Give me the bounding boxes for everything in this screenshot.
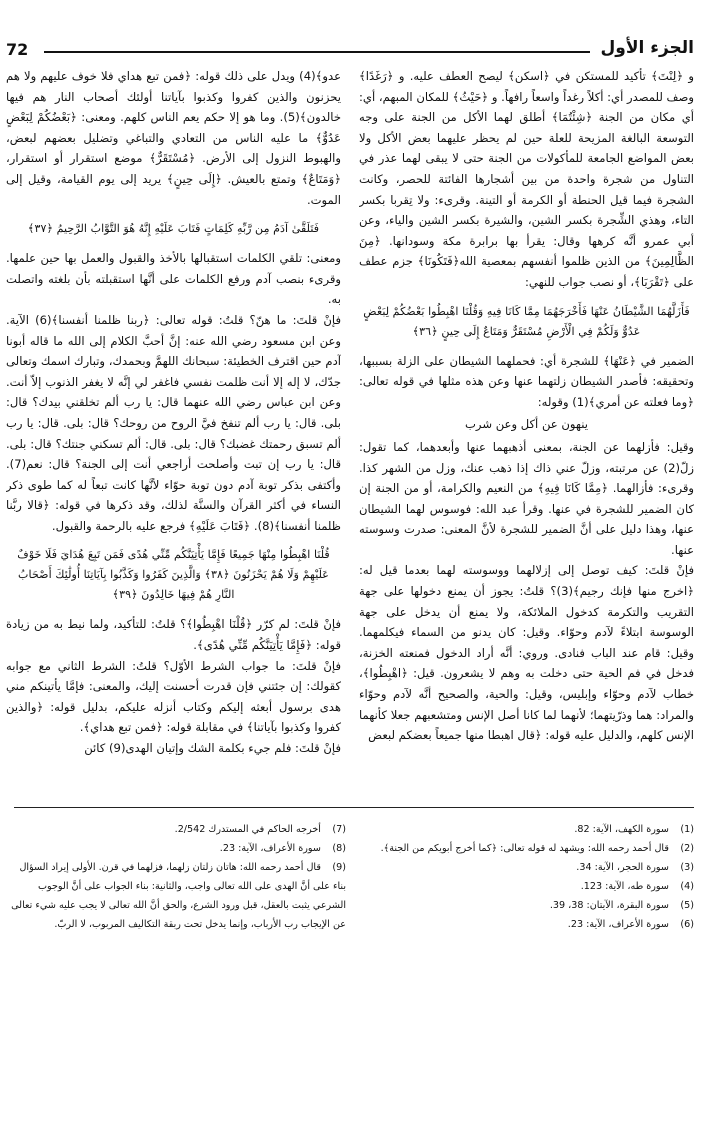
footnote bbox=[364, 877, 694, 896]
footnote-number: (4) bbox=[680, 881, 694, 892]
paragraph: فإنْ قلتَ: لم كرّر ﴿قُلْنَا اهْبِطُوا﴾؟ قلتُ: للتأكيد، ولما نيط به من زيادة قوله: ﴿فَإِمَّا يَأْتِيَنَّكُم مِّنِّي هُدًى﴾. bbox=[6, 617, 341, 653]
left-column bbox=[6, 66, 341, 791]
footnote-number: (7) bbox=[332, 824, 346, 835]
footnote-number: (9) bbox=[332, 862, 346, 873]
paragraph: فإنْ قلتَ: كيف توصل إلى إزلالهما ووسوسته لهما بعدما قيل له: ﴿اخرج منها فإنك رجيم﴾(3)؟ قلتُ: يجوز أن يمنع دخولها على جهة التقريب والتكرمة كدخول الملائكة، ولا يمنع أن يدخل على جهة الوسوسة ابتلاءً لآدم وحوّاء. وقيل: كان يدنو من السماء فيكلمهما. وقيل: قام عند الباب فنادى. وروي: أنَّه أراد الدخول فمنعته الخزنة، فدخل في فم الحية حتى دخلت به وهم لا يشعرون. قيل: ﴿اهْبِطُوا﴾، خطاب لآدم وحوّاء وإبليس، وقيل: والحية، والصحيح أنَّه لآدم وحوّاء والمراد: هما وذرّيتهما؛ لأنهما لما كانا أصل الإنس ومتشعبهم جعلا كأنهما الإنس كلهم، والدليل عليه قوله: ﴿قال اهبطا منها جميعاً بعضكم لبعض bbox=[359, 563, 694, 743]
paragraph: و ﴿لِنْتَ﴾ تأكيد للمستكن في ﴿اسكن﴾ ليصح العطف عليه. و ﴿رَغَدًا﴾ وصف للمصدر أي: أكلاً رغداً واسعاً رافهاً. و ﴿حَيْثُ﴾ للمكان المبهم، أي: أي مكان من الجنة ﴿شِئْتُمَا﴾ أطلق لهما الأكل من الجنة على وجه التوسعة البالغة المزيحة للعلة حين لم يحظر عليهما بعض الأكل ولا بعض المواضع الجامعة للمأكولات من الجنة حتى لا يبقى لهما عذر في التناول من شجرة واحدة من بين أشجارها الفائتة للحصر، وكانت الشجرة فيما قيل الحنطة أو الكرمة أو التينة. وقرىء: ولا تِقربا بكسر التاء، وهذي الشِّجرة بكسر الشين، والشيرة بكسر الشين والياء، وعن أبي عمرو أنَّه كرهها وقال: يقرأ بها برابرة مكة وسودانها. ﴿مِنَ الظَّالِمِينَ﴾ من الذين ظلموا أنفسهم بمعصية الله﴿فَتَكُونَا﴾ جزم عطف على ﴿تَقْرَبَا﴾، أو نصب جواب للنهي: bbox=[359, 69, 694, 289]
footnote-number: (5) bbox=[680, 900, 694, 911]
footnote-text: قال أحمد رحمه الله: هاتان زلتان زلهما، فزلهما في قرن. الأولى إيراد السؤال بناء على أنَّ الهدى على الله تعالى واجب، والثانية: بناء الجواب على أنَّ الوجوب الشرعي يثبت بالعقل، قبل ورود الشرع، والحق أنَّ الله تعالى لا يجب عليه شيء تعالى عن الإيجاب رب الأرباب، وإنما يدخل تحت ربقة التكاليف المربوب، لا الربّ. bbox=[11, 862, 346, 930]
footnote-text: سورة الأعراف، الآية: 23. bbox=[567, 919, 669, 930]
header-rule bbox=[44, 51, 590, 53]
footnotes-left bbox=[6, 820, 346, 934]
footnote-text: أخرجه الحاكم في المستدرك 2/542. bbox=[174, 824, 321, 835]
footnote-text: قال أحمد رحمه الله: ويشهد له قوله تعالى: ﴿كما أخرج أبويكم من الجنة﴾. bbox=[380, 843, 669, 854]
footnote-separator bbox=[14, 807, 694, 808]
quran-verse: فَتَلَقَّىٰ آدَمُ مِن رَّبِّهِ كَلِمَاتٍ فَتَابَ عَلَيْهِ إِنَّهُ هُوَ التَّوَّابُ الرَّحِيمُ ﴿٣٧﴾ bbox=[27, 222, 320, 236]
footnote-text: سورة الأعراف، الآية: 23. bbox=[219, 843, 321, 854]
footnote-number: (6) bbox=[680, 919, 694, 930]
footnote-number: (2) bbox=[680, 843, 694, 854]
footnote-text: سورة الحجر، الآية: 34. bbox=[576, 862, 669, 873]
paragraph: ومعنى: تلقي الكلمات استقبالها بالأخذ والقبول والعمل بها حين علمها. وقرىء بنصب آدم ورفع الكلمات على أنَّها استقبلته بأن بلغته واتصلت به. bbox=[6, 251, 341, 307]
paragraph: فإنْ قلتَ: ما هنّ؟ قلتُ: قوله تعالى: ﴿ربنا ظلمنا أنفسنا﴾(6) الآية. وعن ابن مسعود رضي الله عنه: إنَّ أحبَّ الكلام إلى الله ما قاله أبونا آدم حين اقترف الخطيئة: سبحانك اللهمَّ وبحمدك، وتبارك اسمك وتعالى جدّك، لا إله إلا أنت ظلمت نفسي فاغفر لي إنَّه لا يغفر الذنوب إلاّ أنت. وعن ابن عباس رضي الله عنهما قال: يا رب ألم تخلقني بيدك؟ قال: بلى. قال: يا رب ألم تنفخ فيَّ الروح من روحك؟ قال: بلى. قال: يا رب ألم تسبق رحمتك غضبك؟ قال: بلى. قال: ألم تسكني جنتك؟ قال: بلى. قال: يا رب إن تبت وأصلحت أراجعي أنت إلى الجنة؟ قال: نعم(7). وأكتفى بذكر توبة آدم دون توبة حوّاء لأنَّها كانت تبعاً له كما طوى ذكر النساء في أكثر القرآن والسنَّة لذلك، وقد ذكرها في قوله: ﴿قالا ربَّنا ظلمنا أنفسنا﴾(8). ﴿فَتَابَ عَلَيْهِ﴾ فرجع عليه بالرحمة والقبول. bbox=[6, 312, 341, 533]
right-column bbox=[359, 66, 694, 791]
footnote bbox=[6, 858, 346, 934]
paragraph: وقيل: فأزلهما عن الجنة، بمعنى أذهبهما عنها وأبعدهما، كما تقول: زلّ(2) عن مرتبته، وزلّ عني ذاك إذا ذهب عنك، وزل من الشهر كذا. وقرىء: فأزالهما. ﴿مِمَّا كَانَا فِيهِ﴾ من النعيم والكرامة، أو من الجنة إن كان الضمير للشجرة في عنها. وقرأ عبد الله: فوسوس لهما الشيطان عنها، وهذا دليل على أنَّ الضمير للشجرة لأنَّ المعنى: صدرت وسوسته عنها. bbox=[359, 439, 694, 557]
footnote bbox=[364, 820, 694, 839]
footnote bbox=[364, 896, 694, 915]
paragraph: عدو﴾(4) ويدل على ذلك قوله: ﴿فمن تبع هداي فلا خوف عليهم ولا هم يحزنون والذين كفروا وكذبوا بآياتنا أولئك أصحاب النار هم فيها خالدون﴾(5). وما هو إلا حكم يعم الناس كلهم. ومعنى: ﴿بَعْضُكُمْ لِبَعْضٍ عَدُوٌّ﴾ ما عليه الناس من التعادي والتباغي وتضليل بعضهم لبعض، والهبوط النزول إلى الأرض. ﴿مُسْتَقَرٌّ﴾ موضع استقرار أو استقرار، ﴿وَمَتَاعٌ﴾ وتمتع بالعيش. ﴿إِلَى حِينٍ﴾ يريد إلى يوم القيامة، وقيل إلى الموت. bbox=[6, 69, 341, 207]
footnote bbox=[364, 839, 694, 858]
footnote-number: (1) bbox=[680, 824, 694, 835]
quran-verse: قُلْنَا اهْبِطُوا مِنْهَا جَمِيعًا فَإِمَّا يَأْتِيَنَّكُم مِّنِّي هُدًى فَمَن تَبِعَ هُدَايَ فَلَا خَوْفٌ عَلَيْهِمْ وَلَا هُمْ يَحْزَنُونَ ﴿٣٨﴾ وَالَّذِينَ كَفَرُوا وَكَذَّبُوا بِآيَاتِنَا أُولَٰئِكَ أَصْحَابُ النَّارِ هُمْ فِيهَا خَالِدُونَ ﴿٣٩﴾ bbox=[17, 548, 330, 602]
poetry-line: ينهون عن أكل وعن شرب bbox=[465, 417, 588, 432]
footnote-text: سورة البقرة، الآيتان: 38، 39. bbox=[549, 900, 669, 911]
footnote-number: (3) bbox=[680, 862, 694, 873]
footnote-text: سورة الكهف، الآية: 82. bbox=[574, 824, 669, 835]
running-title: الجزء الأول bbox=[600, 38, 694, 58]
page-header bbox=[0, 38, 708, 62]
paragraph: فإنْ قلتَ: فلم جيء بكلمة الشك وإتيان الهدى(9) كائن bbox=[84, 741, 341, 756]
paragraph: الضمير في ﴿عَنْهَا﴾ للشجرة أي: فحملهما الشيطان على الزلة بسببها، وتحقيقه: فأصدر الشيطان زلتهما عنها وعن هذه مثلها في قوله تعالى: ﴿وما فعلته عن أمري﴾(1) وقوله: bbox=[359, 353, 694, 409]
footnote bbox=[6, 839, 346, 858]
footnote bbox=[6, 820, 346, 839]
footnote bbox=[364, 858, 694, 877]
footnotes-right bbox=[364, 820, 694, 934]
footnote bbox=[364, 915, 694, 934]
page-number: 72 bbox=[6, 40, 29, 59]
quran-verse: فَأَزَلَّهُمَا الشَّيْطَانُ عَنْهَا فَأَخْرَجَهُمَا مِمَّا كَانَا فِيهِ وَقُلْنَا اهْبِطُوا بَعْضُكُمْ لِبَعْضٍ عَدُوٌّ وَلَكُمْ فِي الْأَرْضِ مُسْتَقَرٌّ وَمَتَاعٌ إِلَى حِينٍ ﴿٣٦﴾ bbox=[363, 304, 690, 338]
footnote-text: سورة طه، الآية: 123. bbox=[580, 881, 669, 892]
footnote-number: (8) bbox=[332, 843, 346, 854]
paragraph: فإنْ قلتَ: ما جواب الشرط الأوّل؟ قلتُ: الشرط الثاني مع جوابه كقولك: إن جئتني فإن قدرت أحسنت إليك، والمعنى: فإمَّا يأتينكم مني هدى برسول أبعثه إليكم وكتاب أنزله عليكم، بدليل قوله: ﴿والذين كفروا وكذبوا بآياتنا﴾ في مقابلة قوله: ﴿فمن تبع هداي﴾. bbox=[6, 658, 341, 735]
